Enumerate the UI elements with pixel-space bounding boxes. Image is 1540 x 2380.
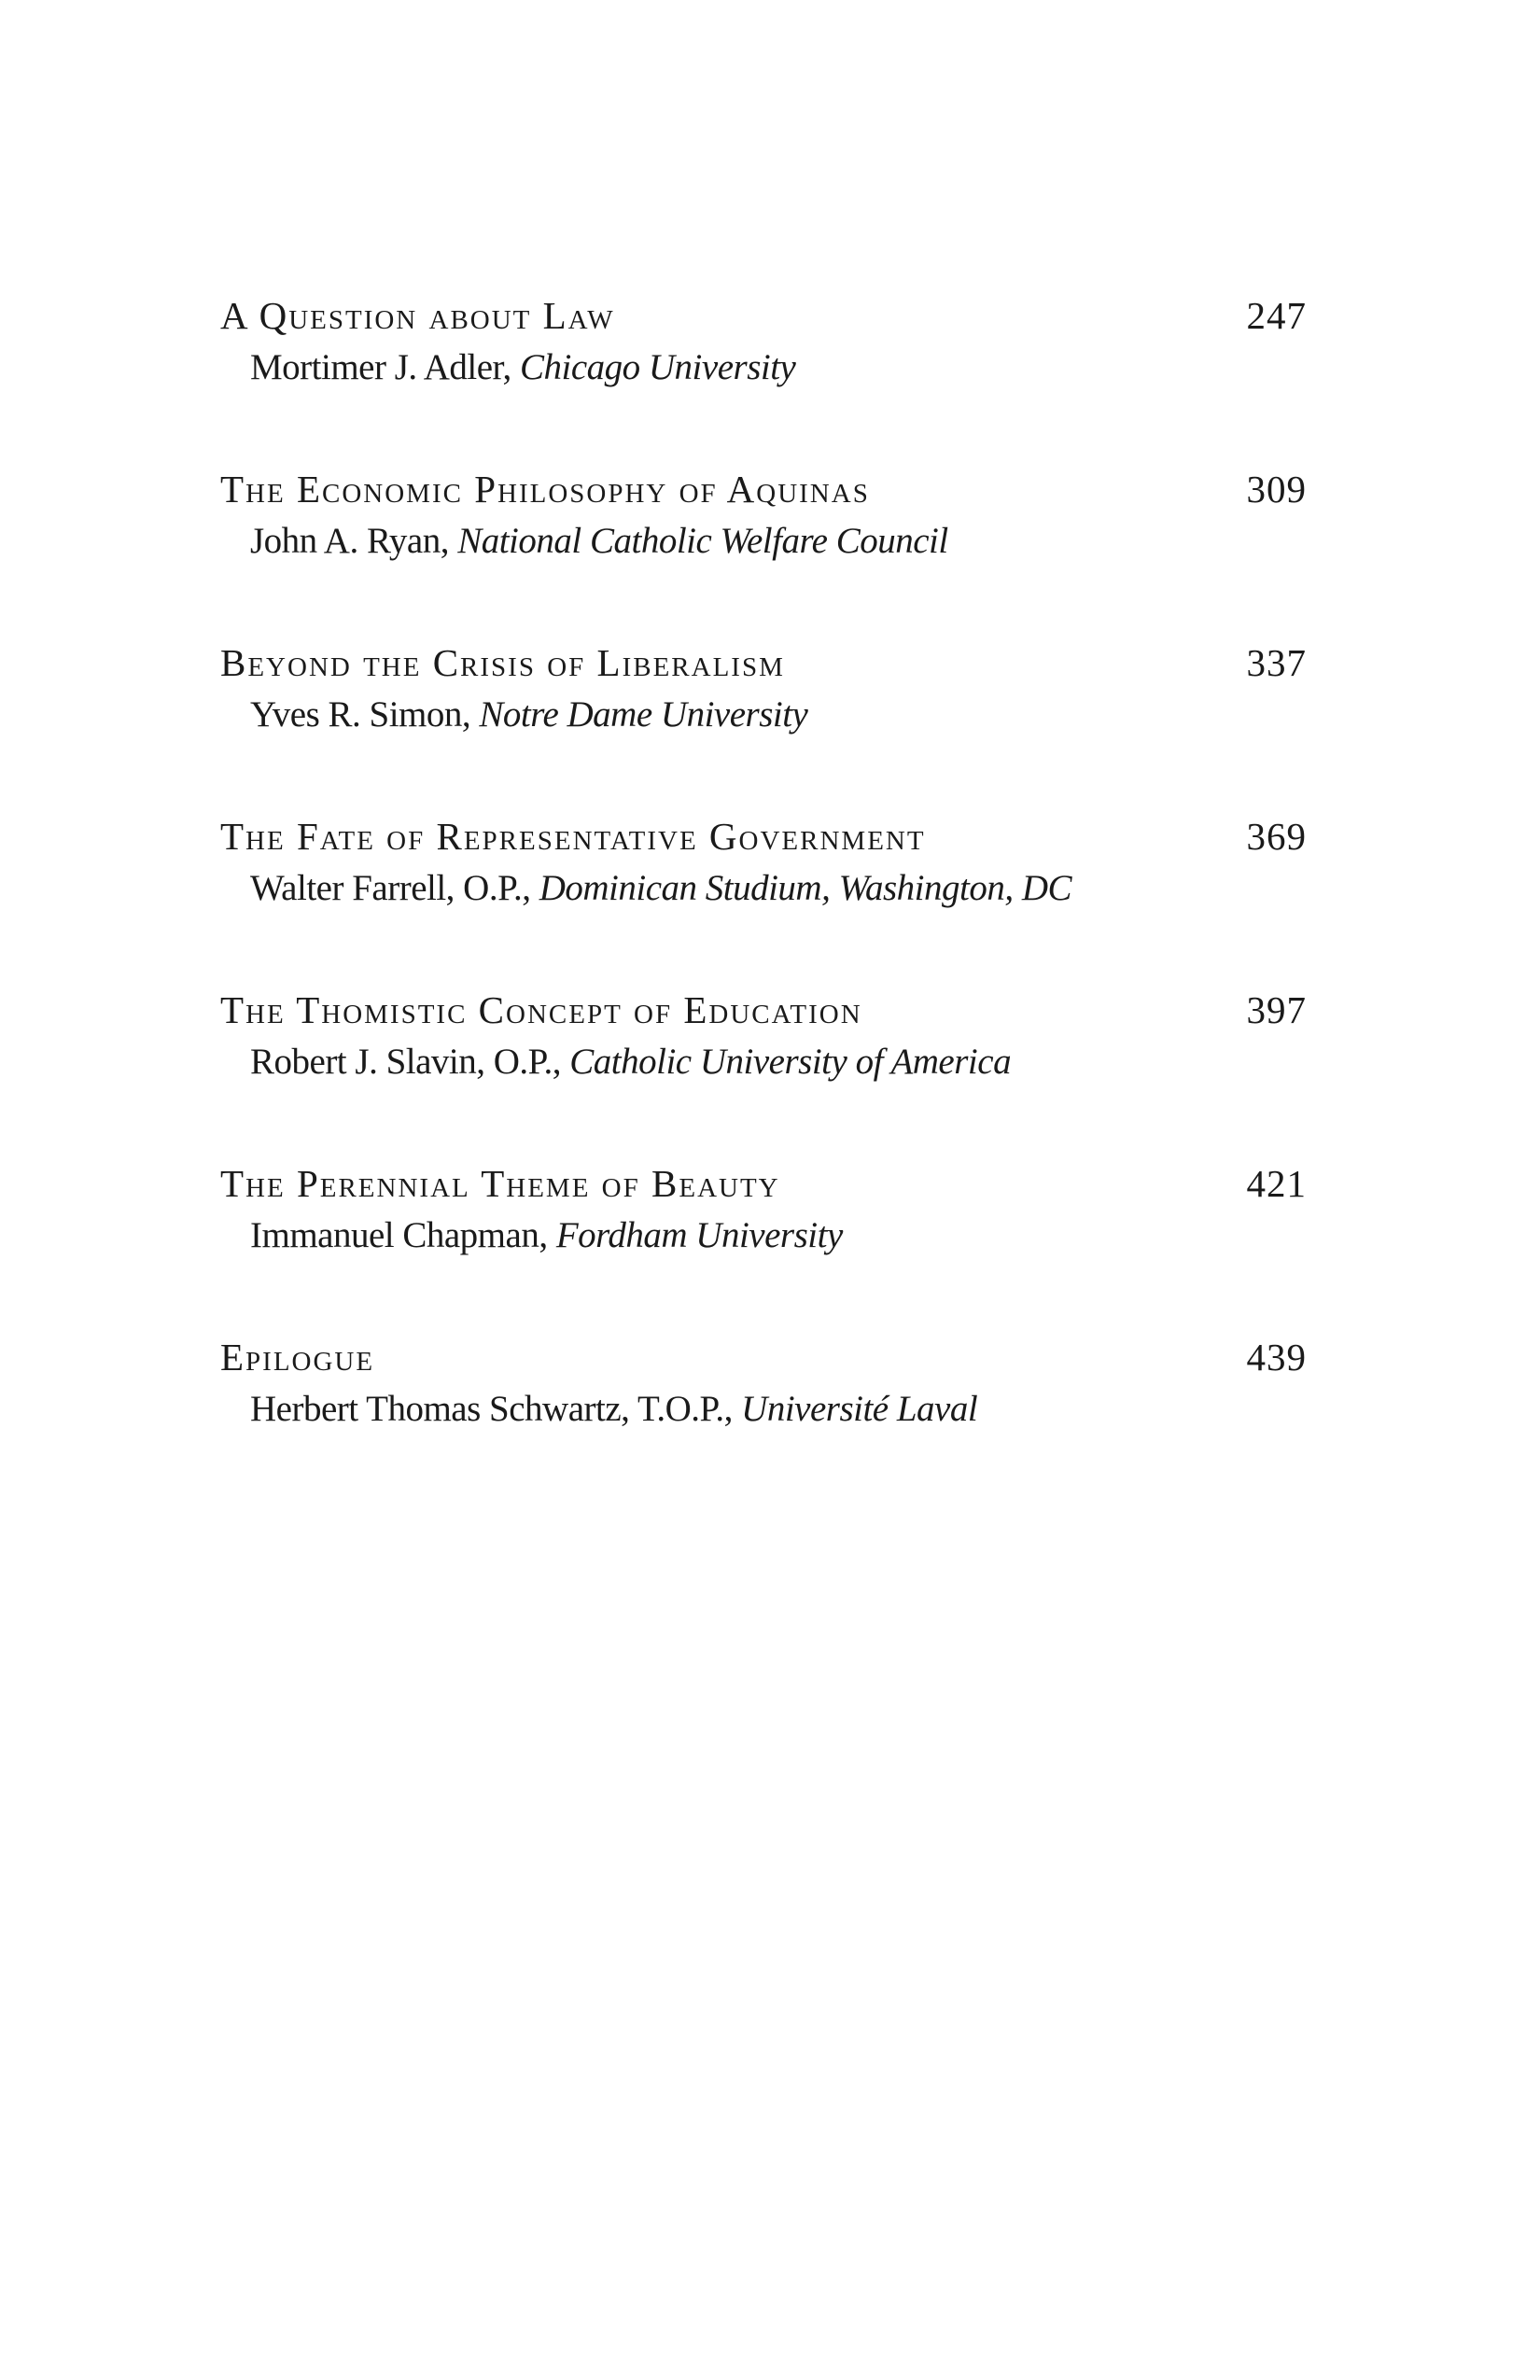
toc-title-row [220, 1333, 1307, 1381]
page-number: 397 [1246, 988, 1307, 1031]
page-number: 247 [1246, 294, 1307, 337]
chapter-title: The Thomistic Concept of Education [220, 988, 862, 1031]
author-name: John A. Ryan, [250, 521, 458, 561]
author-name: Yves R. Simon, [250, 694, 480, 735]
page-number: 337 [1246, 641, 1307, 684]
author-name: Herbert Thomas Schwartz, T.O.P., [250, 1389, 742, 1429]
author-name: Robert J. Slavin, O.P., [250, 1042, 570, 1082]
toc-title-row [220, 986, 1307, 1034]
author-affiliation: Université Laval [741, 1389, 978, 1429]
author-affiliation: National Catholic Welfare Council [457, 521, 948, 561]
toc-entry [220, 812, 1307, 986]
chapter-title: Epilogue [220, 1336, 375, 1379]
chapter-title: The Economic Philosophy of Aquinas [220, 468, 870, 511]
chapter-title: The Perennial Theme of Beauty [220, 1162, 780, 1205]
toc-entry [220, 1333, 1307, 1506]
author-name: Immanuel Chapman, [250, 1215, 556, 1255]
toc-entry [220, 986, 1307, 1159]
author-affiliation: Dominican Studium, Washington, DC [539, 868, 1072, 908]
author-name: Mortimer J. Adler, [250, 347, 520, 387]
byline [220, 1034, 1307, 1090]
toc-entry [220, 638, 1307, 812]
toc-title-row [220, 291, 1307, 340]
page-number: 369 [1246, 815, 1307, 858]
page-number: 309 [1246, 468, 1307, 511]
chapter-title: The Fate of Representative Government [220, 815, 926, 858]
toc-title-row [220, 638, 1307, 687]
byline [220, 1381, 1307, 1437]
author-affiliation: Catholic University of America [569, 1042, 1012, 1082]
page-number: 421 [1246, 1162, 1307, 1205]
page-number: 439 [1246, 1336, 1307, 1379]
author-affiliation: Fordham University [555, 1215, 843, 1255]
chapter-title: Beyond the Crisis of Liberalism [220, 641, 785, 684]
toc-title-row [220, 812, 1307, 861]
toc-title-row [220, 465, 1307, 513]
byline [220, 687, 1307, 743]
toc-entry [220, 465, 1307, 638]
byline [220, 861, 1307, 917]
byline [220, 1208, 1307, 1264]
toc-entry [220, 1159, 1307, 1333]
toc-title-row [220, 1159, 1307, 1208]
toc-entry [220, 291, 1307, 465]
byline [220, 513, 1307, 569]
author-affiliation: Chicago University [519, 347, 796, 387]
table-of-contents [220, 291, 1307, 1506]
author-affiliation: Notre Dame University [479, 694, 808, 735]
chapter-title: A Question about Law [220, 294, 615, 337]
author-name: Walter Farrell, O.P., [250, 868, 539, 908]
byline [220, 340, 1307, 396]
